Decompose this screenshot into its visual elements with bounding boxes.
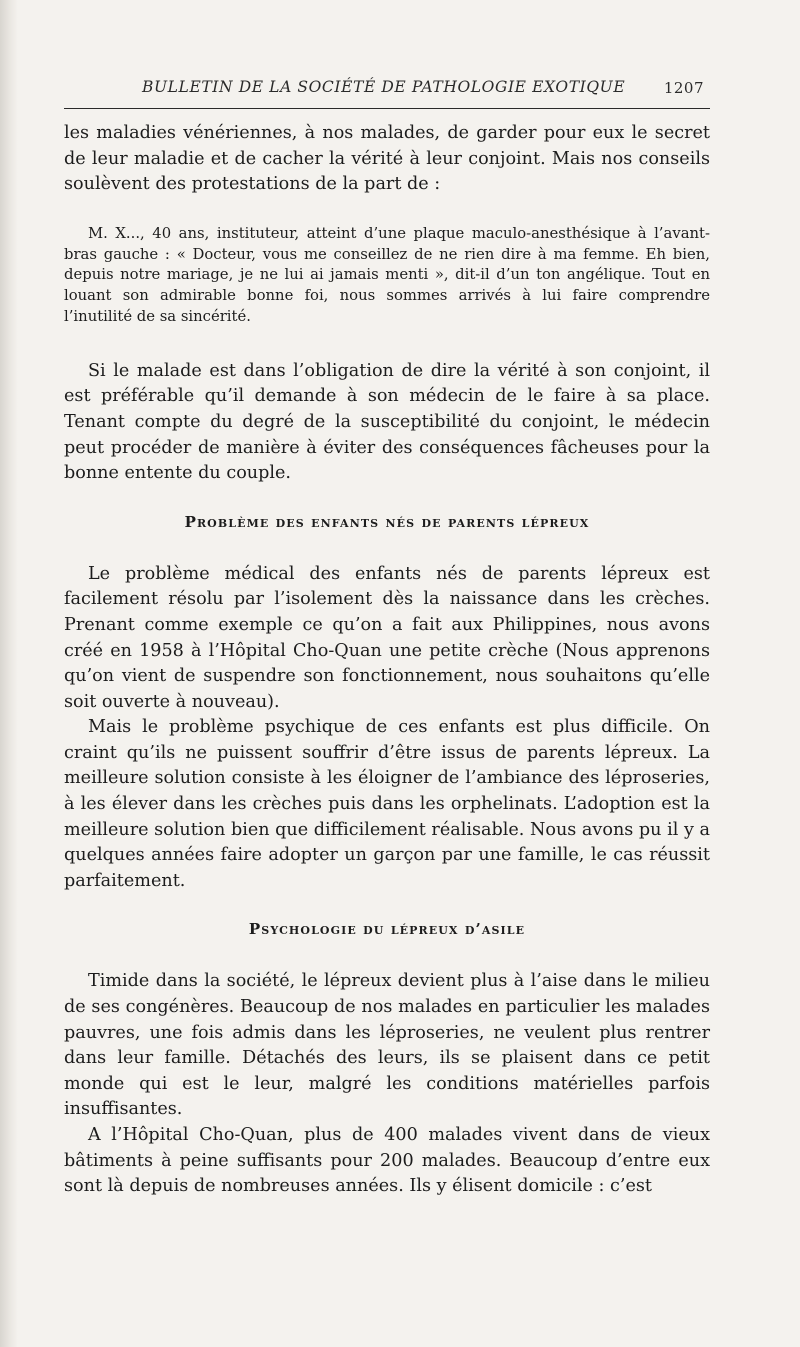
paragraph: Timide dans la société, le lépreux devient plus à l’aise dans le milieu de ses congénères. Beaucoup de nos malades en particulier les malades pauvres, une fois admis dans les léproseries, ne veulent plus rentrer dans leur famille. Détachés des leurs, ils se plaisent dans ce petit monde qui est le leur, malgré les conditions matérielles parfois insuffisantes. — [64, 971, 710, 1120]
paragraph: Mais le problème psychique de ces enfants est plus difficile. On craint qu’ils ne puissent souffrir d’être issus de parents lépreux. La meilleure solution consiste à les éloigner de l’ambiance des léproseries, à les élever dans les crèches puis dans les orphelinats. L’adoption est la meilleure solution bien que difficilement réalisable. Nous avons pu il y a quelques années faire adopter un garçon par une famille, le cas réussit parfaitement. — [64, 717, 710, 891]
paragraph: les maladies vénériennes, à nos malades, de garder pour eux le secret de leur maladie et de cacher la vérité à leur conjoint. Mais nos conseils soulèvent des protestations de la part de : — [64, 123, 710, 195]
running-title: BULLETIN DE LA SOCIÉTÉ DE PATHOLOGIE EXOTIQUE — [142, 78, 626, 96]
section-heading: Psychologie du lépreux d’asile — [248, 920, 526, 939]
paragraph: A l’Hôpital Cho-Quan, plus de 400 malades vivent dans de vieux bâtiments à peine suffisants pour 200 malades. Beaucoup d’entre eux sont là depuis de nombreuses années. Ils y élisent domicile : c’est — [64, 1125, 710, 1197]
article-body — [64, 121, 710, 1200]
paragraph: Si le malade est dans l’obligation de dire la vérité à son conjoint, il est préférable qu’il demande à son médecin de le faire à sa place. Tenant compte du degré de la susceptibilité du conjoint, le médecin peut procéder de manière à éviter des conséquences fâcheuses pour la bonne entente du couple. — [64, 360, 710, 484]
paragraph: Le problème médical des enfants nés de parents lépreux est facilement résolu par l’isolement dès la naissance dans les crèches. Prenant comme exemple ce qu’on a fait aux Philippines, nous avons créé en 1958 à l’Hôpital Cho-Quan une petite crèche (Nous apprenons qu’on vient de suspendre son fonctionnement, nous souhaitons qu’elle soit ouverte à nouveau). — [64, 563, 710, 712]
page-number: 1207 — [663, 79, 704, 97]
section-heading: Problème des enfants nés de parents lépreux — [184, 512, 590, 531]
page-binding-shadow — [0, 0, 18, 1347]
running-header — [64, 78, 710, 109]
quoted-case: M. X..., 40 ans, instituteur, atteint d’une plaque maculo-anesthésique à l’avant-bras gauche : « Docteur, vous me conseillez de ne rien dire à ma femme. Eh bien, depuis notre mariage, je ne lui ai jamais menti », dit-il d’un ton angélique. Tout en louant son admirable bonne foi, nous sommes arrivés à lui faire comprendre l’inutilité de sa sincérité. — [64, 224, 710, 325]
